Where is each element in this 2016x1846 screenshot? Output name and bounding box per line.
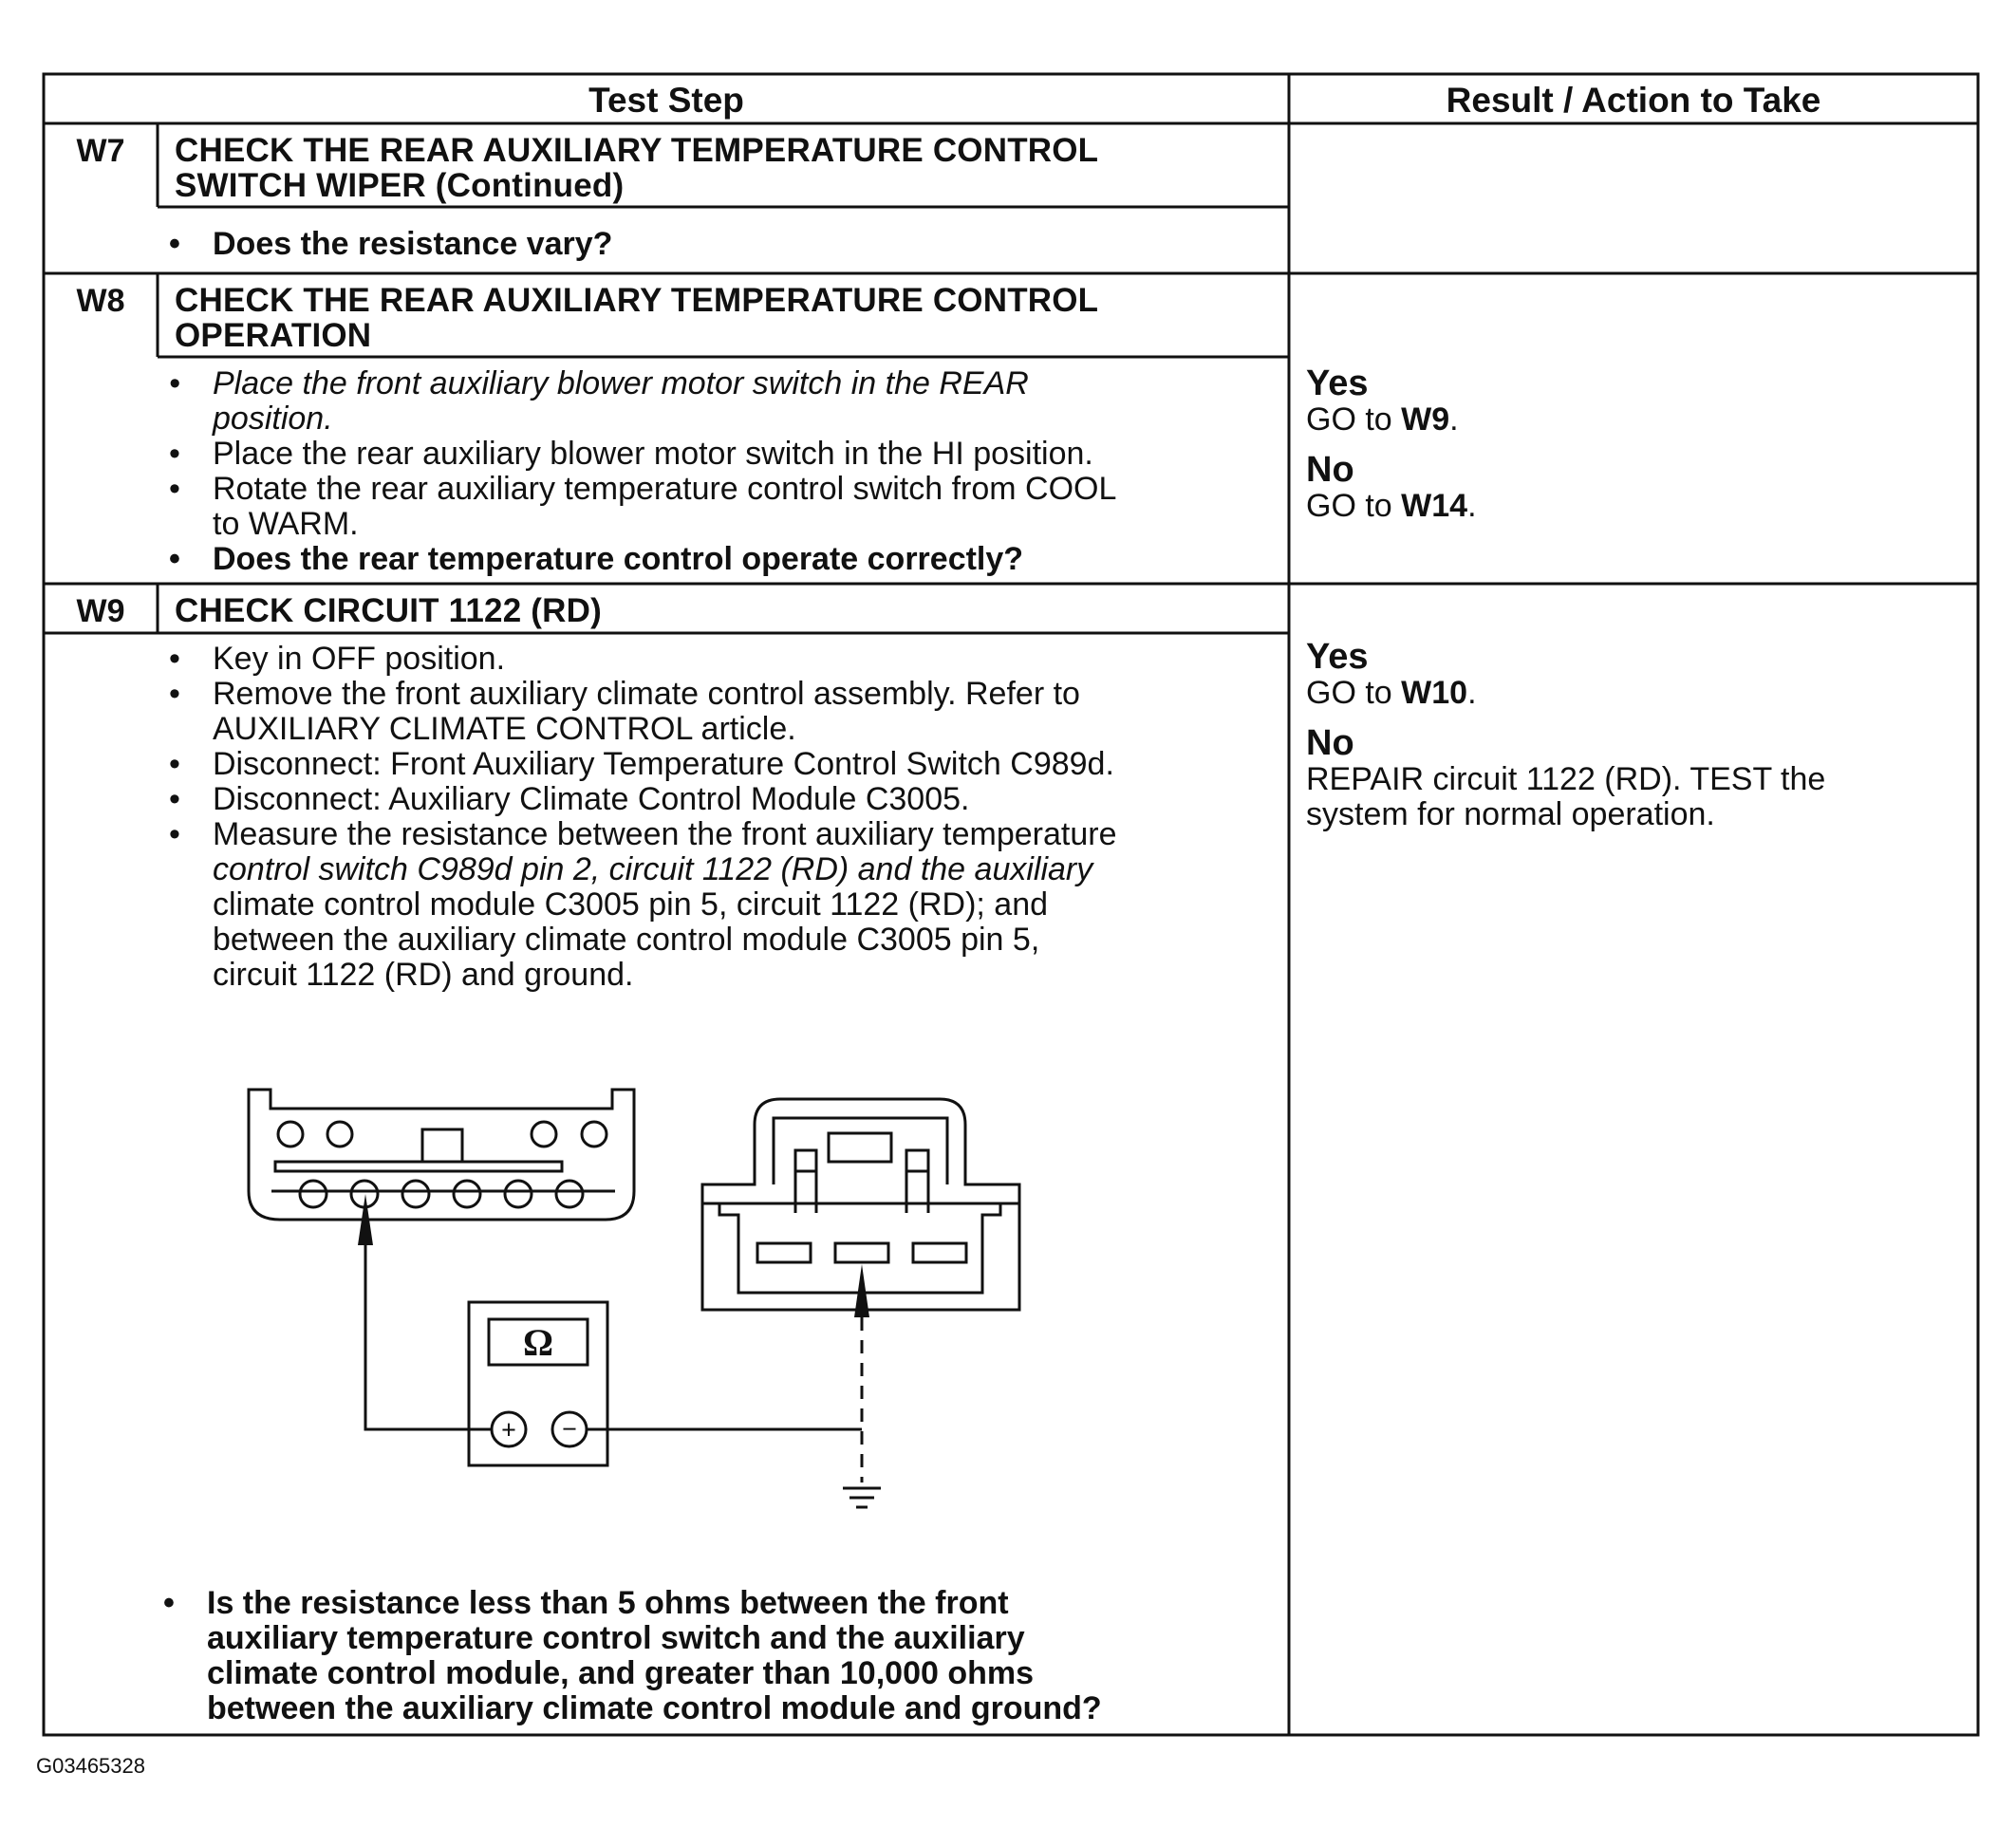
step-text: • Rotate the rear auxiliary temperature control switch from COOL xyxy=(213,471,1117,507)
result-no-action-line2: system for normal operation. xyxy=(1306,796,1715,832)
step-id-w9: W9 xyxy=(76,593,125,629)
connector-pins-top-row xyxy=(278,1122,607,1147)
switch-connector-c989d xyxy=(249,1090,634,1220)
step-text: AUXILIARY CLIMATE CONTROL article. xyxy=(213,711,796,747)
step-title-w7-line1: CHECK THE REAR AUXILIARY TEMPERATURE CONTROL xyxy=(175,132,1099,169)
step-text: between the auxiliary climate control module and ground? xyxy=(207,1690,1102,1726)
step-text: • Remove the front auxiliary climate control assembly. Refer to xyxy=(213,676,1080,712)
figure-code: G03465328 xyxy=(36,1754,145,1778)
step-id-w8: W8 xyxy=(76,283,125,319)
step-text: climate control module, and greater than 10,000 ohms xyxy=(207,1655,1035,1691)
step-text: • Place the rear auxiliary blower motor switch in the HI position. xyxy=(213,436,1093,472)
result-no-action: GO to W14. xyxy=(1306,488,1477,524)
result-no-label: No xyxy=(1306,450,1354,490)
result-no-label: No xyxy=(1306,723,1354,763)
step-text: climate control module C3005 pin 5, circuit 1122 (RD); and xyxy=(213,886,1049,923)
header-result-action: Result / Action to Take xyxy=(1446,81,1821,120)
step-link-w9: W9 xyxy=(1401,401,1450,438)
action-text: GO to xyxy=(1306,488,1402,524)
step-id-w7: W7 xyxy=(76,133,125,169)
step-title-w7-line2: SWITCH WIPER (Continued) xyxy=(175,167,625,204)
step-text: between the auxiliary climate control module C3005 pin 5, xyxy=(213,922,1040,958)
step-title-w9-line1: CHECK CIRCUIT 1122 (RD) xyxy=(175,592,602,629)
header-test-step: Test Step xyxy=(588,81,744,120)
action-text: GO to xyxy=(1306,675,1402,711)
result-yes-label: Yes xyxy=(1306,637,1369,677)
connector-terminal xyxy=(757,1243,811,1262)
step-text: • Place the front auxiliary blower motor switch in the REAR xyxy=(213,365,1029,401)
step-text: to WARM. xyxy=(213,506,359,542)
step-title-w8-line1: CHECK THE REAR AUXILIARY TEMPERATURE CONTROL xyxy=(175,282,1099,319)
step-text: circuit 1122 (RD) and ground. xyxy=(213,957,634,993)
step-text: position. xyxy=(213,401,333,437)
connector-terminal xyxy=(835,1243,888,1262)
negative-probe-tip-icon xyxy=(854,1264,869,1317)
question-w7: • Does the resistance vary? xyxy=(158,227,1289,262)
connector-terminal xyxy=(913,1243,966,1262)
step-text: • Disconnect: Auxiliary Climate Control Module C3005. xyxy=(213,781,970,817)
minus-symbol: − xyxy=(562,1415,577,1445)
result-no-action-line1: REPAIR circuit 1122 (RD). TEST the xyxy=(1306,761,1826,797)
ohm-symbol: Ω xyxy=(522,1321,554,1364)
step-text: control switch C989d pin 2, circuit 1122 (RD) and the auxiliary xyxy=(213,851,1093,887)
result-yes-action: GO to W9. xyxy=(1306,401,1459,438)
result-yes-action: GO to W10. xyxy=(1306,675,1477,711)
connector-latch xyxy=(422,1129,462,1162)
step-link-w10: W10 xyxy=(1401,675,1468,711)
step-text: auxiliary temperature control switch and the auxiliary xyxy=(207,1620,1025,1656)
connector-pins-bottom-row xyxy=(300,1181,583,1207)
step-text: • Disconnect: Front Auxiliary Temperature Control Switch C989d. xyxy=(213,746,1114,782)
ground-icon xyxy=(843,1488,881,1507)
result-yes-label: Yes xyxy=(1306,364,1369,403)
step-text: • Measure the resistance between the front auxiliary temperature xyxy=(213,816,1117,852)
action-text: GO to xyxy=(1306,401,1402,438)
plus-symbol: + xyxy=(501,1416,516,1445)
positive-test-lead xyxy=(365,1243,492,1429)
step-text: • Is the resistance less than 5 ohms between the front xyxy=(207,1585,1009,1621)
step-text: • Does the rear temperature control operate correctly? xyxy=(213,541,1024,577)
step-link-w14: W14 xyxy=(1401,488,1468,524)
step-text: • Key in OFF position. xyxy=(213,641,506,677)
step-title-w8-line2: OPERATION xyxy=(175,317,372,354)
